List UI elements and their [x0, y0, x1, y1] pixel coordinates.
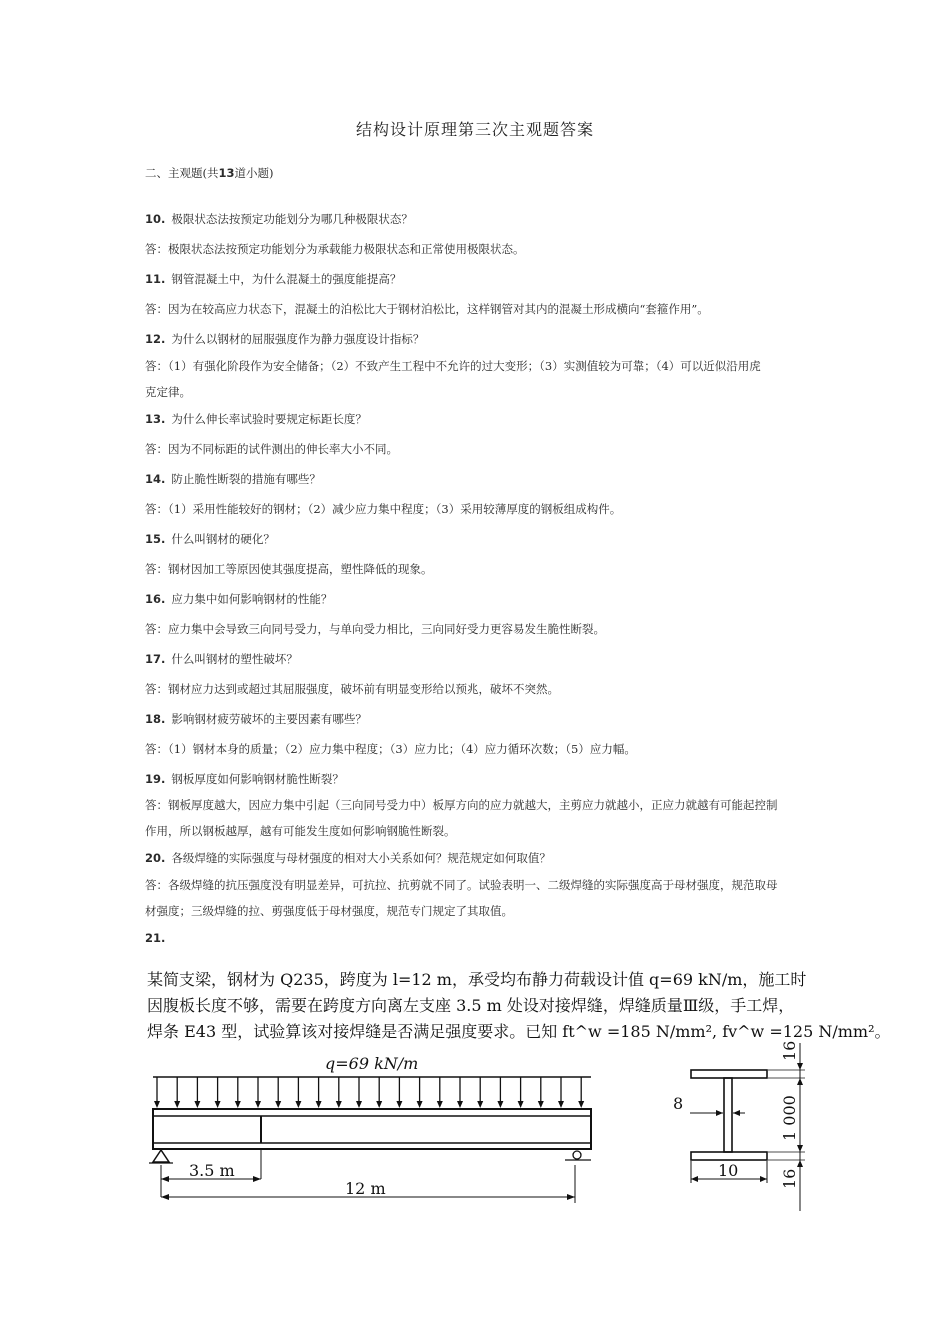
section-heading — [145, 165, 274, 181]
section-prefix: 二、主观题(共 — [145, 166, 219, 180]
answer-line — [145, 359, 805, 373]
answer-text: 材强度；三级焊缝的拉、剪强度低于母材强度，规范专门规定了其取值。 — [145, 904, 513, 918]
answer-line — [145, 742, 805, 756]
question-line — [145, 532, 805, 546]
question-text: 影响钢材疲劳破坏的主要因素有哪些？ — [171, 712, 367, 726]
question-text: 应力集中如何影响钢材的性能？ — [171, 592, 333, 606]
answer-text: 作用，所以钢板越厚，越有可能发生度如何影响钢脆性断裂。 — [145, 824, 456, 838]
question-line — [145, 472, 805, 486]
problem-line-3: 焊条 E43 型，试验算该对接焊缝是否满足强度要求。已知 ft^w =185 N/mm², fv^w =125 N/mm²。 — [147, 1022, 891, 1041]
question-number: 12. — [145, 332, 166, 346]
answer-text: 答：各级焊缝的抗压强度没有明显差异，可抗拉、抗剪就不同了。试验表明一、二级焊缝的实际强度高于母材强度，规范取母 — [145, 878, 778, 892]
page-title: 结构设计原理第三次主观题答案 — [355, 120, 594, 139]
problem-line-1: 某简支梁，钢材为 Q235，跨度为 l=12 m，承受均布静力荷载设计值 q=69 kN/m，施工时 — [147, 970, 807, 989]
answer-line — [145, 442, 805, 456]
answer-line — [145, 682, 805, 696]
beam-diagram — [145, 965, 891, 1211]
question-text: 各级焊缝的实际强度与母材强度的相对大小关系如何？规范规定如何取值？ — [171, 851, 551, 865]
question-line — [145, 272, 805, 286]
answer-line — [145, 824, 805, 838]
question-text: 为什么伸长率试验时要规定标距长度？ — [171, 412, 367, 426]
answer-line — [145, 302, 805, 316]
question-number: 20. — [145, 851, 166, 865]
answer-text: 答：因为不同标距的试件测出的伸长率大小不同。 — [145, 442, 398, 456]
answer-text: 答：钢材因加工等原因使其强度提高，塑性降低的现象。 — [145, 562, 433, 576]
question-number: 14. — [145, 472, 166, 486]
answer-text: 答：因为在较高应力状态下，混凝土的泊松比大于钢材泊松比，这样钢管对其内的混凝土形成横向“套箍作用”。 — [145, 302, 709, 316]
question-line — [145, 772, 805, 786]
question-line — [145, 332, 805, 346]
problem-figure — [145, 965, 891, 1211]
question-number: 13. — [145, 412, 166, 426]
question-text: 钢管混凝土中，为什么混凝土的强度能提高？ — [171, 272, 402, 286]
question-line — [145, 652, 805, 666]
question-number: 15. — [145, 532, 166, 546]
answer-line — [145, 242, 805, 256]
answer-text: 答：钢板厚度越大，因应力集中引起（三向同号受力中）板厚方向的应力就越大，主剪应力就越小，正应力就越有可能起控制 — [145, 798, 778, 812]
section-suffix: 道小题) — [234, 166, 274, 180]
answer-text: 答：（1）采用性能较好的钢材；（2）减少应力集中程度；（3）采用较薄厚度的钢板组成构件。 — [145, 502, 622, 516]
question-number: 10. — [145, 212, 166, 226]
section-count: 13 — [218, 166, 235, 180]
question-number: 11. — [145, 272, 166, 286]
problem-line-2: 因腹板长度不够，需要在跨度方向离左支座 3.5 m 处设对接焊缝，焊缝质量Ⅲ级，手工焊， — [147, 996, 795, 1015]
question-text: 什么叫钢材的塑性破坏？ — [171, 652, 298, 666]
answer-line — [145, 798, 805, 812]
answer-line — [145, 385, 805, 399]
question-number: 21. — [145, 931, 166, 945]
question-text: 钢板厚度如何影响钢材脆性断裂？ — [171, 772, 344, 786]
question-text: 极限状态法按预定功能划分为哪几种极限状态？ — [171, 212, 413, 226]
answer-line — [145, 878, 805, 892]
section-top-label: 16 — [780, 1040, 799, 1061]
dim-left-label: 3.5 m — [189, 1161, 235, 1180]
question-number: 17. — [145, 652, 166, 666]
answer-text: 答：极限状态法按预定功能划分为承载能力极限状态和正常使用极限状态。 — [145, 242, 525, 256]
question-text: 什么叫钢材的硬化？ — [171, 532, 275, 546]
answer-line — [145, 502, 805, 516]
question-line — [145, 851, 805, 865]
answer-text: 答：应力集中会导致三向同号受力，与单向受力相比，三向同好受力更容易发生脆性断裂。 — [145, 622, 605, 636]
question-text: 防止脆性断裂的措施有哪些？ — [171, 472, 321, 486]
section-flange-label: 10 — [718, 1161, 739, 1180]
answer-text: 答：（1）有强化阶段作为安全储备；（2）不致产生工程中不允许的过大变形；（3）实测值较为可靠；（4）可以近似沿用虎 — [145, 359, 761, 373]
question-text: 为什么以钢材的屈服强度作为静力强度设计指标？ — [171, 332, 425, 346]
question-line — [145, 931, 805, 945]
answer-line — [145, 622, 805, 636]
answer-text: 答：钢材应力达到或超过其屈服强度，破坏前有明显变形给以预兆，破坏不突然。 — [145, 682, 559, 696]
question-line — [145, 712, 805, 726]
question-number: 19. — [145, 772, 166, 786]
question-number: 16. — [145, 592, 166, 606]
question-line — [145, 212, 805, 226]
dim-span-label: 12 m — [345, 1179, 386, 1198]
answer-text: 答：（1）钢材本身的质量；（2）应力集中程度；（3）应力比；（4）应力循环次数；（5）应力幅。 — [145, 742, 636, 756]
section-web-label: 8 — [673, 1094, 684, 1113]
load-label: q=69 kN/m — [325, 1054, 419, 1073]
answer-text: 克定律。 — [145, 385, 191, 399]
section-bottom-label: 16 — [780, 1168, 799, 1189]
question-line — [145, 592, 805, 606]
question-number: 18. — [145, 712, 166, 726]
answer-line — [145, 562, 805, 576]
section-height-label: 1 000 — [780, 1095, 799, 1141]
answer-line — [145, 904, 805, 918]
question-line — [145, 412, 805, 426]
